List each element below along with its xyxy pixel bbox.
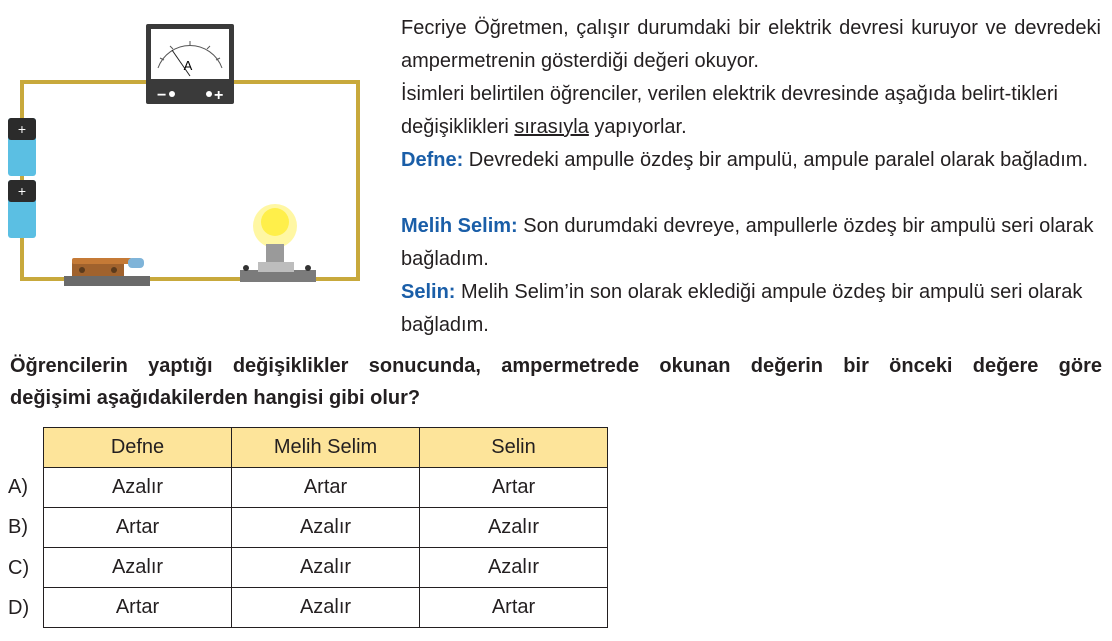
table-cell: Azalır	[420, 548, 608, 588]
ammeter-plus: +	[214, 87, 224, 104]
melih-name: Melih Selim:	[401, 215, 518, 237]
table-row[interactable]	[44, 468, 608, 508]
table-cell: Azalır	[232, 508, 420, 548]
question	[10, 350, 1102, 414]
table-cell: Azalır	[44, 548, 232, 588]
instruction-paragraph	[401, 78, 1101, 144]
battery-top-plus: +	[17, 121, 27, 137]
instruction-text-b: yapıyorlar.	[588, 116, 687, 138]
ammeter-terminal-minus	[169, 91, 175, 97]
defne-name: Defne:	[401, 149, 464, 171]
selin-name: Selin:	[401, 281, 456, 303]
battery-bottom	[8, 180, 36, 238]
underlined-word: sırasıyla	[514, 116, 589, 138]
table-cell: Artar	[420, 588, 608, 628]
table-cell: Azalır	[232, 548, 420, 588]
table-row[interactable]	[44, 548, 608, 588]
instruction-text-a: İsimleri belirtilen öğrenciler, verilen elektrik devresinde aşağıda belirt-tikleri değişiklikleri	[401, 83, 1058, 138]
battery-top	[8, 118, 36, 176]
switch	[64, 258, 150, 286]
option-label-c[interactable]: C)	[8, 557, 30, 579]
header-selin: Selin	[420, 428, 608, 468]
option-label-d[interactable]: D)	[8, 597, 30, 619]
table-row[interactable]	[44, 588, 608, 628]
bulb	[240, 204, 316, 282]
selin-text: Melih Selim’in son olarak eklediği ampule özdeş bir ampulü seri olarak bağladım.	[401, 281, 1083, 336]
intro-text: Fecriye Öğretmen, çalışır durumdaki bir elektrik devresi kuruyor ve devredeki ampermetrenin gösterdiği değeri okuyor.	[401, 17, 1101, 72]
option-label-b[interactable]: B)	[8, 516, 28, 538]
table-cell: Artar	[420, 468, 608, 508]
ammeter-minus: −	[157, 87, 167, 104]
table-cell: Azalır	[420, 508, 608, 548]
intro-paragraph	[401, 12, 1101, 78]
melih-text: Son durumdaki devreye, ampullerle özdeş bir ampulü seri olarak bağladım.	[401, 215, 1094, 270]
table-cell: Artar	[44, 588, 232, 628]
question-line-2: değişimi aşağıdakilerden hangisi gibi olur?	[10, 387, 421, 409]
table-cell: Artar	[232, 468, 420, 508]
battery-bottom-plus: +	[17, 183, 27, 199]
defne-text: Devredeki ampulle özdeş bir ampulü, ampule paralel olarak bağladım.	[463, 149, 1089, 171]
options-table	[43, 427, 608, 628]
melih-paragraph	[401, 210, 1101, 276]
ammeter-label: A	[183, 58, 193, 73]
header-defne: Defne	[44, 428, 232, 468]
defne-paragraph	[401, 144, 1101, 177]
table-cell: Artar	[44, 508, 232, 548]
ammeter-terminal-plus	[206, 91, 212, 97]
selin-paragraph	[401, 276, 1101, 342]
header-melih-selim: Melih Selim	[232, 428, 420, 468]
ammeter	[146, 24, 234, 104]
wires	[22, 82, 358, 279]
table-cell: Azalır	[232, 588, 420, 628]
question-line-1: Öğrencilerin yaptığı değişiklikler sonucunda, ampermetrede okunan değerin bir önceki değere göre	[10, 355, 1102, 377]
option-label-a[interactable]: A)	[8, 476, 28, 498]
table-header-row	[44, 428, 608, 468]
table-row[interactable]	[44, 508, 608, 548]
circuit-diagram	[0, 0, 380, 300]
table-cell: Azalır	[44, 468, 232, 508]
